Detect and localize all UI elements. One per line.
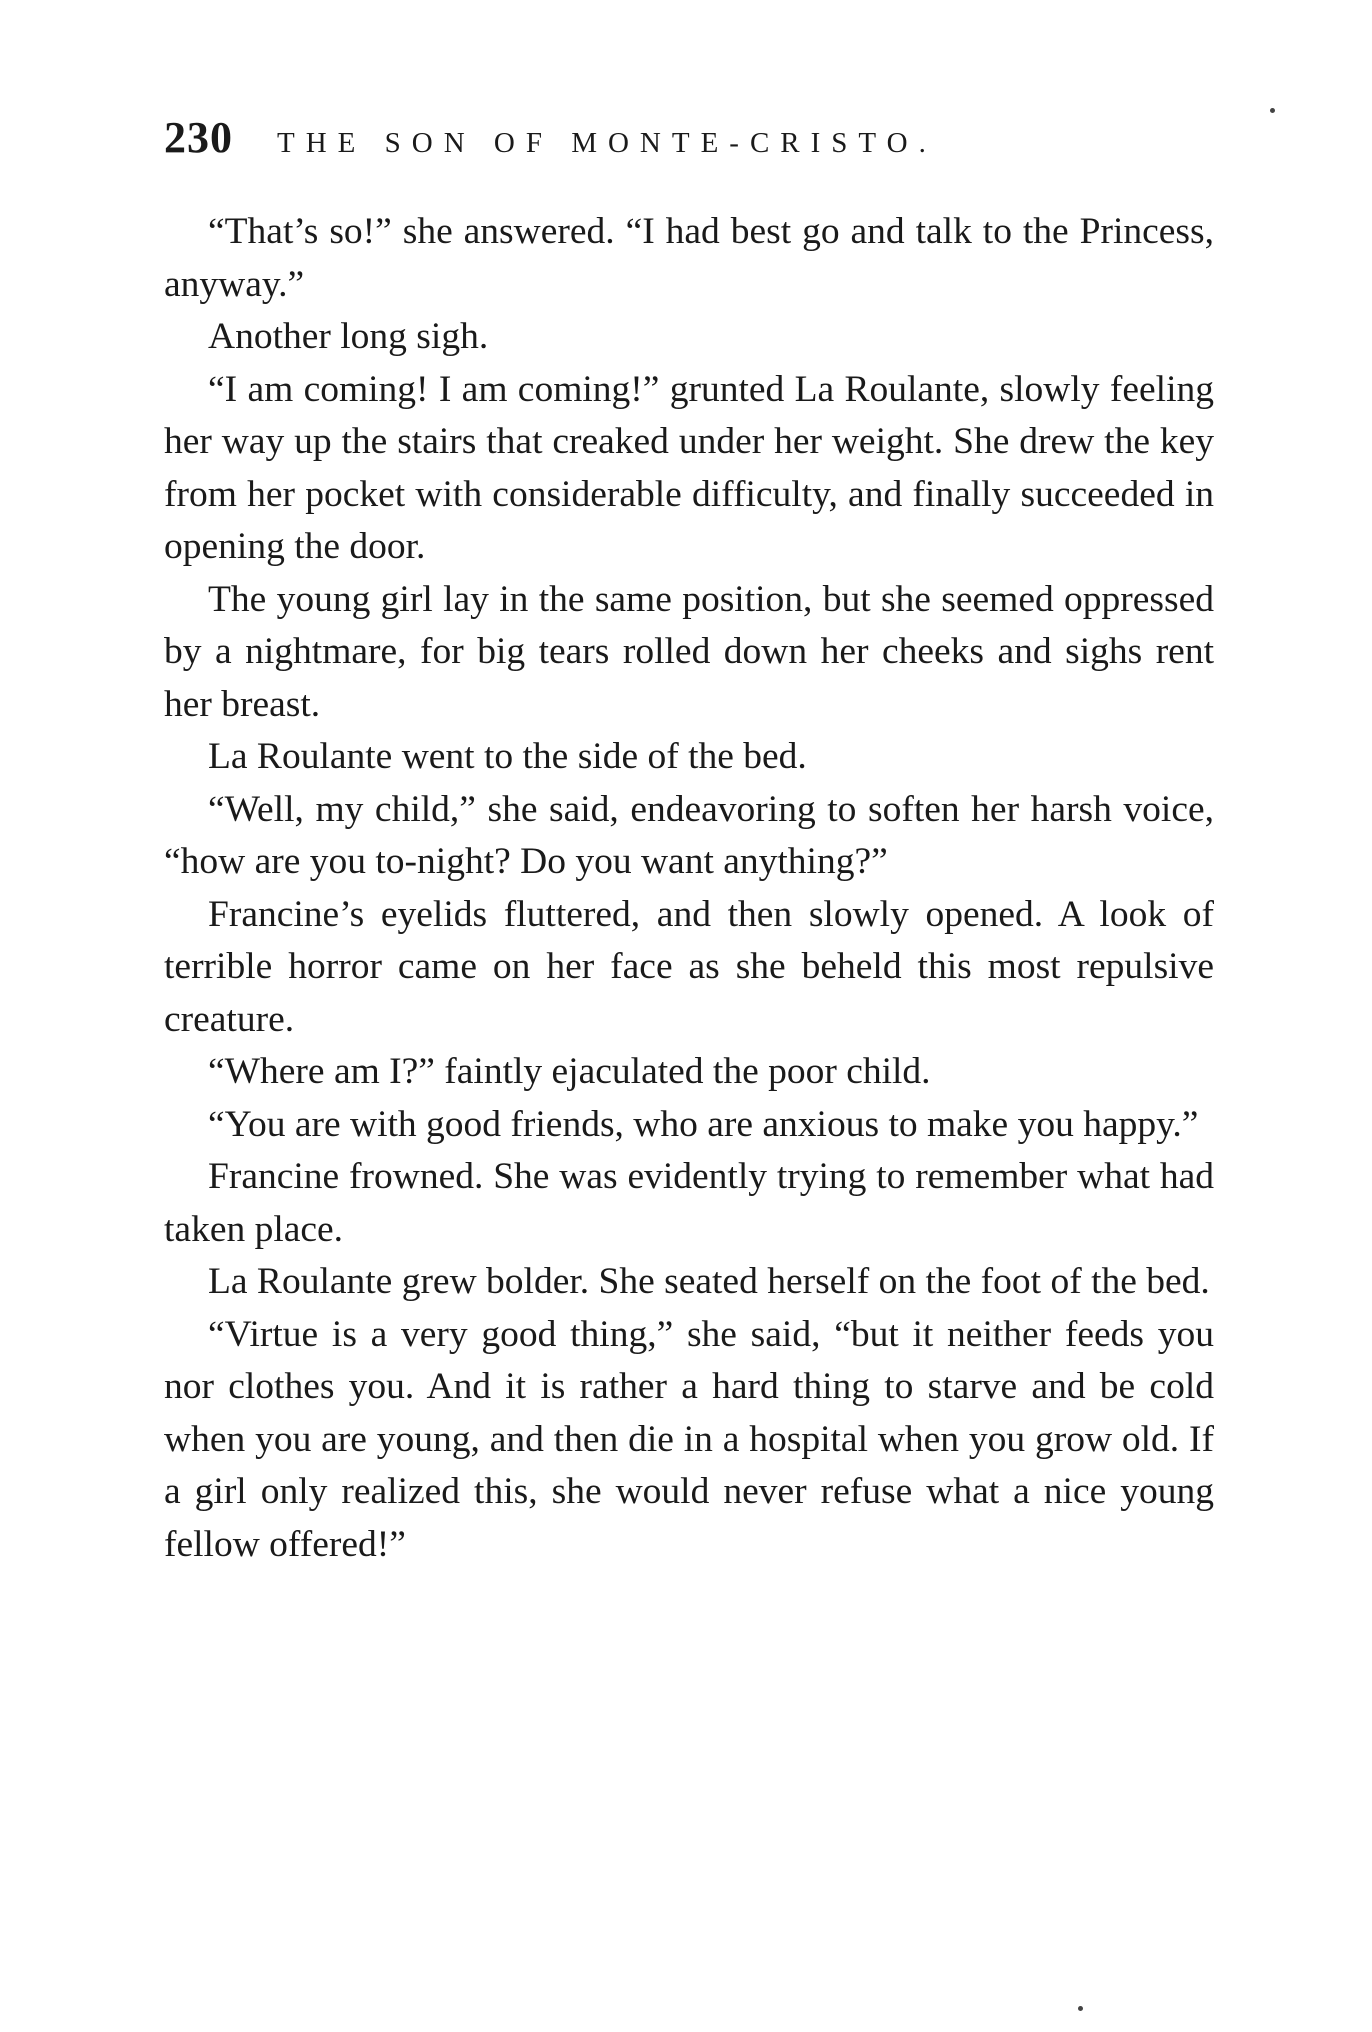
paragraph: Francine frowned. She was evidently trying to remember what had taken place. [164, 1156, 1214, 1250]
paragraph: “Where am I?” faintly ejaculated the poor child. [208, 1051, 931, 1092]
page-number: 230 [164, 113, 233, 162]
running-head [164, 112, 1214, 168]
paragraph: La Roulante went to the side of the bed. [208, 736, 807, 777]
paragraph: La Roulante grew bolder. She seated herself on the foot of the bed. [208, 1261, 1210, 1302]
paragraph: “That’s so!” she answered. “I had best go and talk to the Princess, anyway.” [164, 211, 1214, 305]
paragraph: “You are with good friends, who are anxious to make you happy.” [208, 1103, 1199, 1145]
stray-ink-mark [1270, 108, 1275, 113]
body-text [164, 206, 1214, 1571]
paragraph: “I am coming! I am coming!” grunted La Roulante, slowly feeling her way up the stairs that creaked under her weight. She drew the key from her pocket with considerable difficulty, and finally succeeded in opening the door. [164, 368, 1214, 567]
running-title: THE SON OF MONTE-CRISTO. [277, 127, 937, 159]
paragraph: “Virtue is a very good thing,” she said, “but it neither feeds you nor clothes you. And it is rather a hard thing to starve and be cold when you are young, and then die in a hospital when you grow old. If a girl only realized this, she would never refuse what a nice young fellow offered!” [164, 1313, 1214, 1565]
paragraph: Another long sigh. [208, 316, 489, 357]
book-page [164, 112, 1214, 1571]
paragraph: The young girl lay in the same position, but she seemed oppressed by a nightmare, for big tears rolled down her cheeks and sighs rent her breast. [164, 578, 1214, 725]
paragraph: Francine’s eyelids fluttered, and then slowly opened. A look of terrible horror came on her face as she beheld this most repulsive creature. [164, 893, 1214, 1040]
stray-ink-mark [1078, 2006, 1083, 2011]
paragraph: “Well, my child,” she said, endeavoring to soften her harsh voice, “how are you to-night? Do you want anything?” [164, 788, 1214, 882]
